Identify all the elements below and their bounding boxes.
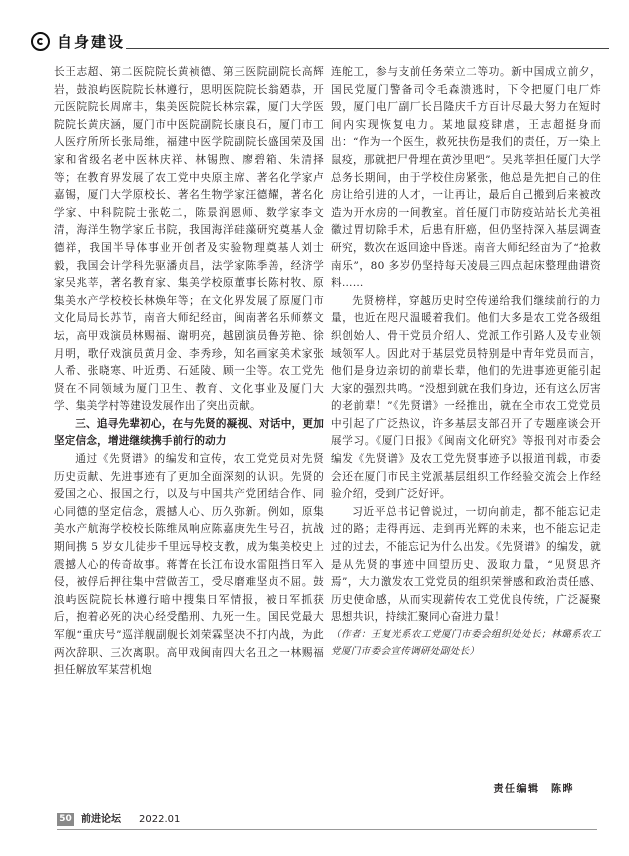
paragraph: 先贤榜样，穿越历史时空传递给我们继续前行的力量，也近在咫尺温暖着我们。他们大多是农工党各级组织创始人、骨干党员介绍人、党派工作引路人及专业领域领军人。因此对于基层党员特别是中青年党员而言，他们是身边亲切的前辈长辈，他们的先进事迹更能引起大家的强烈共鸣。“没想到就在我们身边，还有这么厉害的老前辈！”《先贤谱》一经推出，就在全市农工党党员中引起了广泛热议，许多基层支部召开了专题座谈会开展学习。《厦门日报》《闽南文化研究》等报刊对市委会编发《先贤谱》及农工党先贤事迹予以报道刊载，市委会还在厦门市民主党派基层组织工作经验交流会上作经验介绍，受到广泛好评。 (331, 294, 601, 501)
paragraph: 习近平总书记曾说过，一切向前走，都不能忘记走过的路；走得再远、走到再光辉的未来，也不能忘记走过的过去，不能忘记为什么出发。《先贤谱》的编发，就是从先贤的事迹中回望历史、汲取力量，“见贤思齐焉”，大力激发农工党党员的组织荣誉感和政治责任感、历史使命感，从而实现薪传农工党优良传统，广泛凝聚思想共识，持续汇聚同心奋进力量！ (331, 505, 601, 624)
paragraph: 连舵工，参与支前任务荣立二等功。新中国成立前夕，国民党厦门警备司令毛森溃逃时，下令把厦门电厂炸毁，厦门电厂副厂长吕隆庆千方百计尽最大努力在短时间内实现恢复电力。某地鼠疫肆虐，王志超挺身而出：“作为一个医生，救死扶伤是我们的责任，万一染上鼠疫，那就把尸骨埋在黄沙里吧”。吴兆莘担任厦门大学总务长期间，由于学校住房紧张，他总是先把自己的住房让给引进的人才，一让再让，最后自己搬到后来被改造为开水房的一间教室。首任厦门市防疫站站长尤美祖徽过胃切除手术，后患有肝癌，但仍坚持深入基层调查研究，数次在返回途中昏迷。南音大师纪经亩为了“抢救南乐”，80 多岁仍坚持每天凌晨三四点起床整理曲谱资料…… (331, 66, 601, 290)
page-header (31, 31, 609, 53)
journal-name: 前进论坛 (81, 814, 121, 825)
page-footer (57, 813, 597, 827)
issue-number: 2022.01 (139, 814, 181, 825)
footer-rule (57, 829, 597, 830)
left-column (54, 64, 324, 680)
right-column (331, 64, 601, 660)
responsible-editor: 责任编辑 陈晔 (493, 784, 574, 795)
paragraph: 长王志超、第二医院院长黄祯德、第三医院副院长高辉岩，鼓浪屿医院院长林遵行，思明医院院长翁廼恭，开元医院院长周席丰，集美医院院长林宗霖，厦门大学医院院长黄庆涵，厦门市中医院副院长康良石，厦门市工人医疗所所长张局维，福建中医学院副院长盛国荣及国家和省级名老中医林庆祥、林锡煦、廖碧箱、朱清择等；在教育界发展了农工党中央原主席、著名化学家卢嘉锡，厦门大学原校长、著名生物学家汪德耀，著名化学家、中科院院士张乾二，陈景润恩师、数学家李文清，海洋生物学家丘书院，我国海洋硅藻研究奠基人金德祥，我国半导体事业开创者及实验物理奠基人刘士毅，我国会计学科先驱潘贞昌，法学家陈季善，经济学家吴兆莘，著名教育家、集美学校原董事长陈村牧、原集美水产学校校长林焕年等；在文化界发展了原厦门市文化局局长苏节，南音大师纪经亩，闽南著名乐师蔡文坛，高甲戏演员林赐福、谢明亮，越剧演员鲁芳艳、徐月明，歌仔戏演员黄月金、李秀珍，知名画家美术家张人希、张晓寒、叶近勇、石延陵、顾一尘等。农工党先贤在不同领域为厦门卫生、教育、文化事业及厦门大学、集美学村等建设发展作出了突出贡献。 (54, 66, 324, 413)
author-note: （作者：王复光系农工党厦门市委会组织处处长；林璐系农工党厦门市委会宣传调研处副处长） (331, 629, 601, 657)
journal-logo-icon (31, 32, 50, 51)
header-rule (126, 48, 609, 49)
paragraph: 通过《先贤谱》的编发和宣传，农工党党员对先贤历史贡献、先进事迹有了更加全面深刻的认识。先贤的爱国之心、报国之行，以及与中国共产党团结合作、同心同德的坚定信念，震撼人心、历久弥新。例如，原集美水产航海学校校长陈维凤响应陈嘉庚先生号召，抗战期间携 5 岁女儿徒步千里远导校支教，成为集美校史上震撼人心的传奇故事。蒋菁在长江布设水雷阻挡日军入侵，被俘后押往集中营做苦工，受尽磨难坚贞不屈。鼓浪屿医院院长林遵行暗中搜集日军情报，被日军抓获后，抱着必死的决心经受酷刑、九死一生。国民党最大军舰“重庆号”巡洋舰副舰长刘荣霖坚决不打内战，为此两次辞职、三次离职。高甲戏闽南四大名丑之一林赐福担任解放军某营机炮 (54, 453, 324, 677)
section-title: 自身建设 (57, 33, 126, 51)
page-number: 50 (57, 813, 74, 826)
section-heading: 三、追寻先辈初心，在与先贤的凝视、对话中，更加坚定信念，增进继续携手前行的动力 (54, 417, 324, 448)
